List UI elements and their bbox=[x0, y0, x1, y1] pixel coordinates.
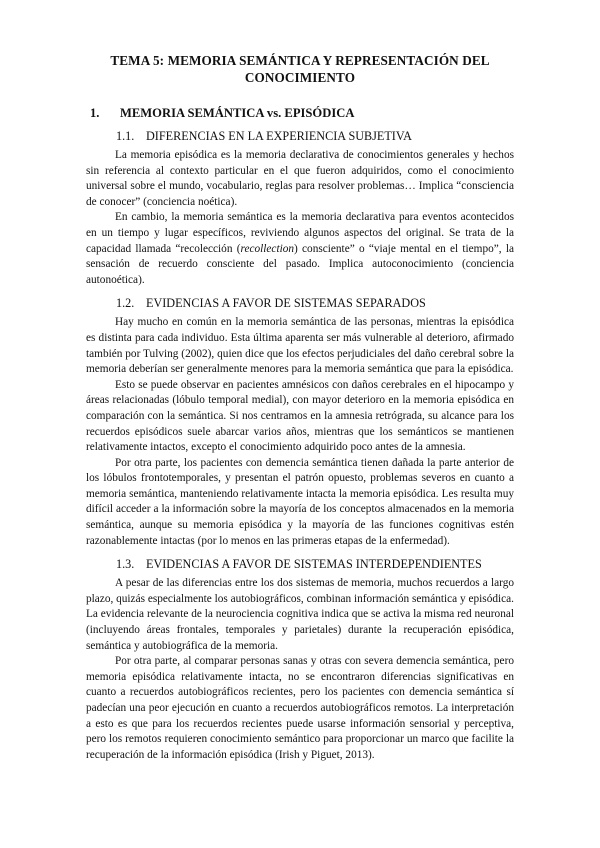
subsection-number: 1.3. bbox=[116, 557, 135, 572]
subsection-number: 1.2. bbox=[116, 296, 135, 311]
subsection-number: 1.1. bbox=[116, 129, 135, 143]
paragraph: La memoria episódica es la memoria declarativa de conocimientos generales y hechos sin referencia al contexto particular en el que fueron adquiridos, como el conocimiento universal sobre el mundo, vocabulario, reglas para resolver problemas… Implica “consciencia de conocer” (conciencia noética). bbox=[86, 149, 514, 208]
document-title: TEMA 5: MEMORIA SEMÁNTICA Y REPRESENTACIÓN DEL CONOCIMIENTO bbox=[110, 53, 490, 85]
text-run: ) consciente” o “viaje mental en el tiempo”, la sensación de recuerdo consciente del pasado. Implica autoconocimiento (conciencia autonoética). bbox=[86, 242, 514, 286]
section-title: MEMORIA SEMÁNTICA vs. EPISÓDICA bbox=[120, 106, 355, 120]
paragraph: Por otra parte, los pacientes con demencia semántica tienen dañada la parte anterior de los lóbulos frontotemporales, y presentan el patrón opuesto, problemas severos en cuanto a memoria semántica, manteniendo relativamente intacta la memoria episódica. Les resulta muy difícil acceder a la información sobre la mayoría de los conceptos almacenados en la memoria semántica, aunque su memoria episódica y la mayoría de las funciones cognitivas estén razonablemente intactas (por lo menos en las primeras etapas de la enfermedad). bbox=[86, 456, 514, 547]
paragraph: A pesar de las diferencias entre los dos sistemas de memoria, muchos recuerdos a largo plazo, quizás especialmente los autobiográficos, combinan información semántica y episódica. La evidencia relevante de la neurociencia cognitiva indica que se activa la misma red neuronal (incluyendo áreas frontales, temporales y parietales) durante la recuperación episódica, semántica y autobiográfica de la memoria. bbox=[86, 577, 514, 652]
section-heading-1 bbox=[86, 105, 514, 121]
text-run: En cambio, la memoria semántica es la memoria declarativa para eventos acontecidos en un tiempo y lugar específicos, reviviendo algunos aspectos del original. Se trata de la capacidad llamada “recolección ( bbox=[86, 211, 514, 255]
subsection-heading-1-1 bbox=[116, 128, 514, 144]
subsection-title: EVIDENCIAS A FAVOR DE SISTEMAS SEPARADOS bbox=[146, 296, 426, 311]
italic-term: recollection bbox=[240, 242, 295, 255]
subsection-title: DIFERENCIAS EN LA EXPERIENCIA SUBJETIVA bbox=[146, 129, 412, 143]
paragraph bbox=[86, 210, 514, 288]
subsection-heading-1-3 bbox=[116, 556, 514, 572]
paragraph: Hay mucho en común en la memoria semántica de las personas, mientras la episódica es distinta para cada individuo. Esta última aparenta ser más vulnerable al deterioro, afirmado también por Tulving (2002), quien dice que los efectos perjudiciales del daño cerebral sobre la memoria deberían ser generalmente menores para la memoria semántica que para la episódica. bbox=[86, 316, 514, 376]
paragraph: Por otra parte, al comparar personas sanas y otras con severa demencia semántica, pero memoria episódica relativamente intacta, no se encontraron diferencias significativas en cuanto a recuerdos autobiográficos recientes, pero los pacientes con demencia semántica sí padecían una peor ejecución en cuanto a recuerdos autobiográficos remotos. La interpretación a esto es que para los recuerdos recientes puede usarse información sensorial y perceptiva, pero los remotos requieren conocimiento semántico para proporcionar un marco que facilite la recuperación de la información episódica (Irish y Piguet, 2013). bbox=[86, 655, 514, 761]
section-number: 1. bbox=[90, 106, 100, 120]
subsection-heading-1-2 bbox=[116, 295, 514, 311]
paragraph: Esto se puede observar en pacientes amnésicos con daños cerebrales en el hipocampo y áreas relacionadas (lóbulo temporal medial), con mayor deterioro en la memoria episódica en comparación con la semántica. Si nos centramos en la amnesia retrógrada, su alcance para los recuerdos episódicos suele abarcar varios años, mientras que los semánticos se mantienen relativamente intactos, excepto el conocimiento adquirido poco antes de la amnesia. bbox=[86, 378, 514, 454]
subsection-title: EVIDENCIAS A FAVOR DE SISTEMAS INTERDEPENDIENTES bbox=[146, 557, 482, 572]
